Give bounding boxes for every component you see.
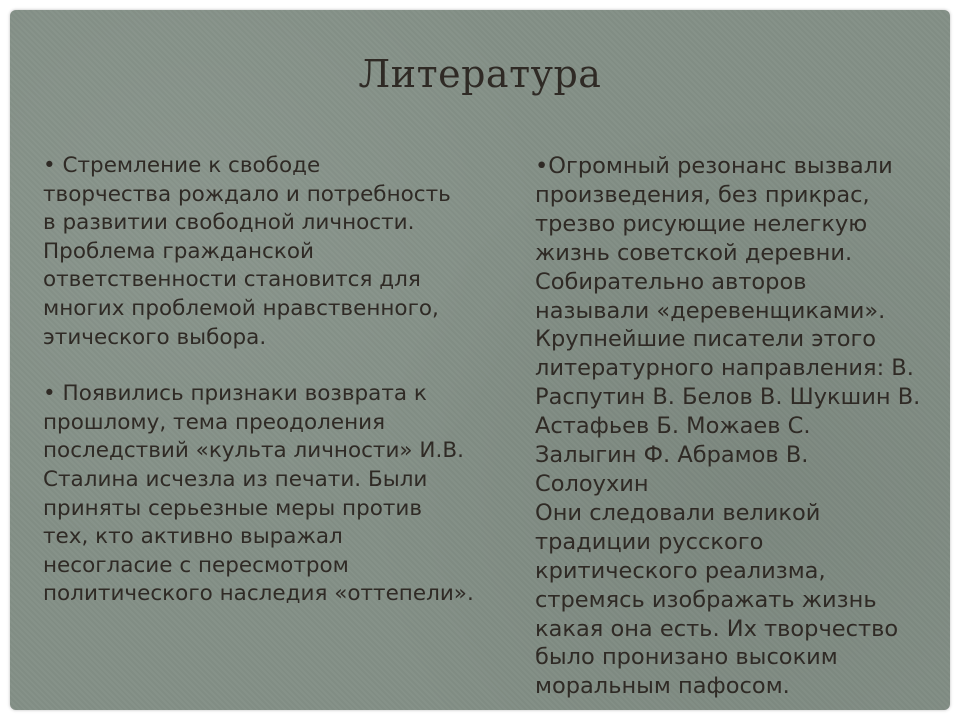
left-paragraph-2 bbox=[43, 380, 503, 609]
text-line: традиции русского bbox=[535, 528, 764, 555]
right-column bbox=[535, 152, 940, 701]
text-line: творчества рождало и потребность bbox=[43, 181, 451, 207]
text-line: •Огромный резонанс вызвали bbox=[535, 153, 893, 179]
text-line: Солоухин bbox=[535, 470, 649, 497]
text-line: • Появились признаки возврата к bbox=[43, 381, 427, 407]
slide-title: Литература bbox=[358, 52, 602, 96]
text-line: Проблема гражданской bbox=[43, 238, 314, 264]
text-line: • Стремление к свободе bbox=[43, 153, 321, 178]
right-paragraph bbox=[535, 152, 940, 701]
bullet-icon: • bbox=[535, 153, 549, 179]
text-line: Астафьев Б. Можаев С. bbox=[535, 413, 811, 440]
text-line: несогласие с пересмотром bbox=[43, 552, 349, 578]
text-line: Они следовали великой bbox=[535, 499, 821, 526]
left-paragraph-1 bbox=[43, 152, 503, 352]
text-line: произведения, без прикрас, bbox=[535, 181, 870, 208]
bullet-icon: • bbox=[43, 381, 56, 407]
text-line: в развитии свободной личности. bbox=[43, 210, 415, 236]
left-column bbox=[43, 152, 503, 609]
text-line: последствий «культа личности» И.В. bbox=[43, 438, 464, 464]
text-line: Собирательно авторов bbox=[535, 268, 807, 295]
text-line: трезво рисующие нелегкую bbox=[535, 210, 868, 237]
text-line: этического выбора. bbox=[43, 324, 267, 350]
text-line: Сталина исчезла из печати. Были bbox=[43, 466, 428, 492]
text-line: какая она есть. Их творчество bbox=[535, 615, 899, 642]
text-line: многих проблемой нравственного, bbox=[43, 295, 439, 321]
bullet-icon: • bbox=[43, 153, 56, 178]
text-line: было пронизано высоким bbox=[535, 644, 838, 671]
text-line: Залыгин Ф. Абрамов В. bbox=[535, 442, 809, 469]
text-line: приняты серьезные меры против bbox=[43, 495, 423, 521]
text-line: ответственности становится для bbox=[43, 267, 421, 293]
text-line: моральным пафосом. bbox=[535, 673, 790, 700]
text-line: Распутин В. Белов В. Шукшин В. bbox=[535, 384, 921, 411]
text-line: политического наследия «оттепели». bbox=[43, 581, 474, 607]
text-line: литературного направления: В. bbox=[535, 355, 914, 382]
slide bbox=[10, 10, 950, 710]
text-line: тех, кто активно выражал bbox=[43, 524, 343, 550]
text-line: критического реализма, bbox=[535, 557, 826, 584]
text-line: жизнь советской деревни. bbox=[535, 239, 853, 266]
text-line: прошлому, тема преодоления bbox=[43, 409, 386, 435]
text-line: называли «деревенщиками». bbox=[535, 297, 886, 324]
text-line: Крупнейшие писатели этого bbox=[535, 326, 877, 353]
text-line: стремясь изображать жизнь bbox=[535, 586, 877, 613]
